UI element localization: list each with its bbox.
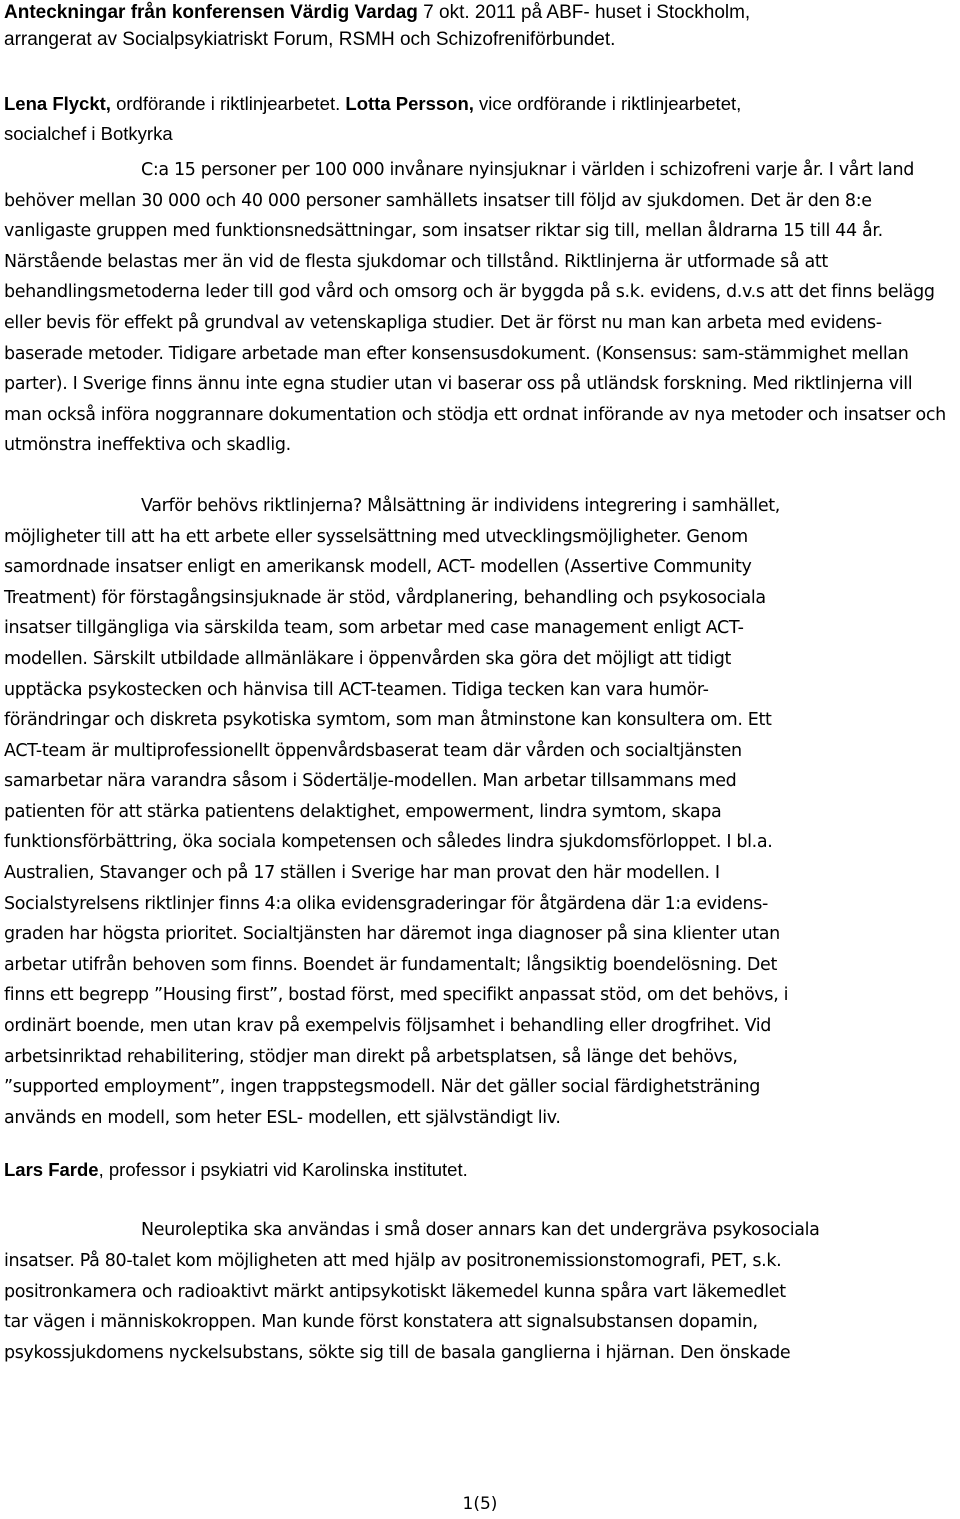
speaker-name-lena: Lena Flyckt, (4, 93, 111, 114)
header-line-2: arrangerat av Socialpsykiatriskt Forum, RSMH och Schizofreniförbundet. (4, 29, 616, 50)
section-2-line: funktionsförbättring, öka sociala kompetensen och således lindra sjukdomsförloppet. I bl.a. (4, 832, 773, 853)
section-2-line: insatser tillgängliga via särskilda team, som arbetar med case management enligt ACT- (4, 618, 744, 639)
spacer (4, 461, 954, 491)
section-3-line: positronkamera och radioaktivt märkt antipsykotiskt läkemedel kunna spåra vart läkemedlet (4, 1281, 786, 1302)
speaker-line-lars (4, 1155, 954, 1185)
conference-title: Anteckningar från konferensen Värdig Vardag (4, 2, 418, 23)
section-2-line: arbetar utifrån behoven som finns. Boendet är fundamentalt; långsiktig boendelösning. Det (4, 954, 777, 975)
section-2-line: graden har högsta prioritet. Socialtjänsten har däremot inga diagnoser på sina klienter utan (4, 924, 780, 945)
section-3-line: tar vägen i människokroppen. Man kunde först konstatera att signalsubstansen dopamin, (4, 1312, 758, 1333)
document-page (4, 0, 954, 1368)
section-2-line: samarbetar nära varandra såsom i Södertälje-modellen. Man arbetar tillsammans med (4, 771, 737, 792)
section-2-line (4, 491, 954, 522)
spacer (4, 1133, 954, 1155)
speaker-role-lotta: vice ordförande i riktlinjearbetet, (473, 93, 742, 114)
section-3 (4, 1215, 954, 1368)
section-3-first-line-text: Neuroleptika ska användas i små doser annars kan det undergräva psykosociala (141, 1220, 820, 1241)
section-2-line: används en modell, som heter ESL- modellen, ett självständigt liv. (4, 1107, 561, 1128)
section-3-line: insatser. På 80-talet kom möjligheten att med hjälp av positronemissionstomografi, PET, s.k. (4, 1251, 782, 1271)
section-3-line (4, 1215, 954, 1246)
section-2-line: förändringar och diskreta psykotiska symtom, som man åtminstone kan konsultera om. Ett (4, 710, 772, 731)
section-2-line: Australien, Stavanger och på 17 ställen i Sverige har man provat den här modellen. I (4, 863, 720, 884)
section-2-line: samordnade insatser enligt en amerikansk modell, ACT- modellen (Assertive Community (4, 557, 752, 578)
section-2-first-line-text: Varför behövs riktlinjerna? Målsättning är individens integrering i samhället, (141, 495, 780, 516)
speaker-role-lars: , professor i psykiatri vid Karolinska institutet. (98, 1159, 468, 1181)
speakers-line-2: socialchef i Botkyrka (4, 123, 173, 144)
section-2-line: finns ett begrepp ”Housing first”, bostad först, med specifikt anpassat stöd, om det behövs, i (4, 985, 789, 1006)
section-2-line: modellen. Särskilt utbildade allmänläkare i öppenvården ska göra det möjligt att tidigt (4, 648, 732, 669)
section-1-rest: år. I vårt land behöver mellan 30 000 och 40 000 personer samhällets insatser till följd av sjukdomen. Det är den 8:e vanligaste gruppen med funktionsnedsättningar, som insatser riktar sig till, mellan åldrarna 15 till 44 år. Närstående belastas mer än vid de flesta sjukdomar och tillstånd. Riktlinjerna är utformade så att behandlingsmetoderna leder till god vård och omsorg och är byggda på s.k. evidens, d.v.s att det finns belägg eller bevis för effekt på grundval av vetenskapliga studier. Det är först nu man kan arbeta med evidens-baserade metoder. Tidigare arbetade man efter konsensusdokument. (Konsensus: sam-stämmighet mellan parter). I Sverige finns ännu inte egna studier utan vi baserar oss på utländsk forskning. Med riktlinjerna vill man också införa noggrannare dokumentation och stödja ett ordnat införande av nya metoder och insatser och utmönstra ineffektiva och skadlig. (4, 160, 946, 456)
section-2-line: ”supported employment”, ingen trappstegsmodell. När det gäller social färdighetsträning (4, 1077, 761, 1098)
speakers-block-1 (4, 89, 954, 149)
speaker-role-lena: ordförande i riktlinjearbetet. (110, 93, 346, 114)
header-line-1 (4, 0, 954, 26)
section-2-line: arbetsinriktad rehabilitering, stödjer man direkt på arbetsplatsen, så länge det behövs, (4, 1046, 738, 1067)
section-2-line: patienten för att stärka patientens delaktighet, empowerment, lindra symtom, skapa (4, 801, 722, 822)
document-header (4, 0, 954, 53)
spacer (4, 53, 954, 89)
section-2-line: upptäcka psykostecken och hänvisa till ACT-teamen. Tidiga tecken kan vara humör- (4, 679, 709, 700)
section-1-paragraph (4, 155, 954, 461)
page-number: 1(5) (462, 1494, 498, 1514)
section-2-line: möjligheter till att ha ett arbete eller sysselsättning med utvecklingsmöjligheter. Genom (4, 526, 748, 547)
speakers-block-2 (4, 1155, 954, 1185)
section-2-line: Socialstyrelsens riktlinjer finns 4:a olika evidensgraderingar för åtgärdena där 1:a evidens- (4, 893, 768, 914)
section-3-line: psykossjukdomens nyckelsubstans, sökte sig till de basala ganglierna i hjärnan. Den önskade (4, 1342, 791, 1363)
speaker-name-lotta: Lotta Persson, (345, 93, 474, 114)
section-1-first-line: C:a 15 personer per 100 000 invånare nyinsjuknar i världen i schizofreni varje (141, 160, 798, 180)
section-2-line: ACT-team är multiprofessionellt öppenvårdsbaserat team där vården och socialtjänsten (4, 740, 742, 761)
speaker-name-lars: Lars Farde (4, 1159, 99, 1181)
conference-date-place: 7 okt. 2011 på ABF- huset i Stockholm, (417, 2, 751, 23)
section-1 (4, 155, 954, 461)
section-2-line: ordinärt boende, men utan krav på exempelvis följsamhet i behandling eller drogfrihet. Vid (4, 1016, 771, 1037)
spacer (4, 1185, 954, 1215)
speakers-line-1 (4, 89, 954, 119)
section-2 (4, 491, 954, 1133)
section-2-line: Treatment) för förstagångsinsjuknade är stöd, vårdplanering, behandling och psykosociala (4, 587, 766, 608)
